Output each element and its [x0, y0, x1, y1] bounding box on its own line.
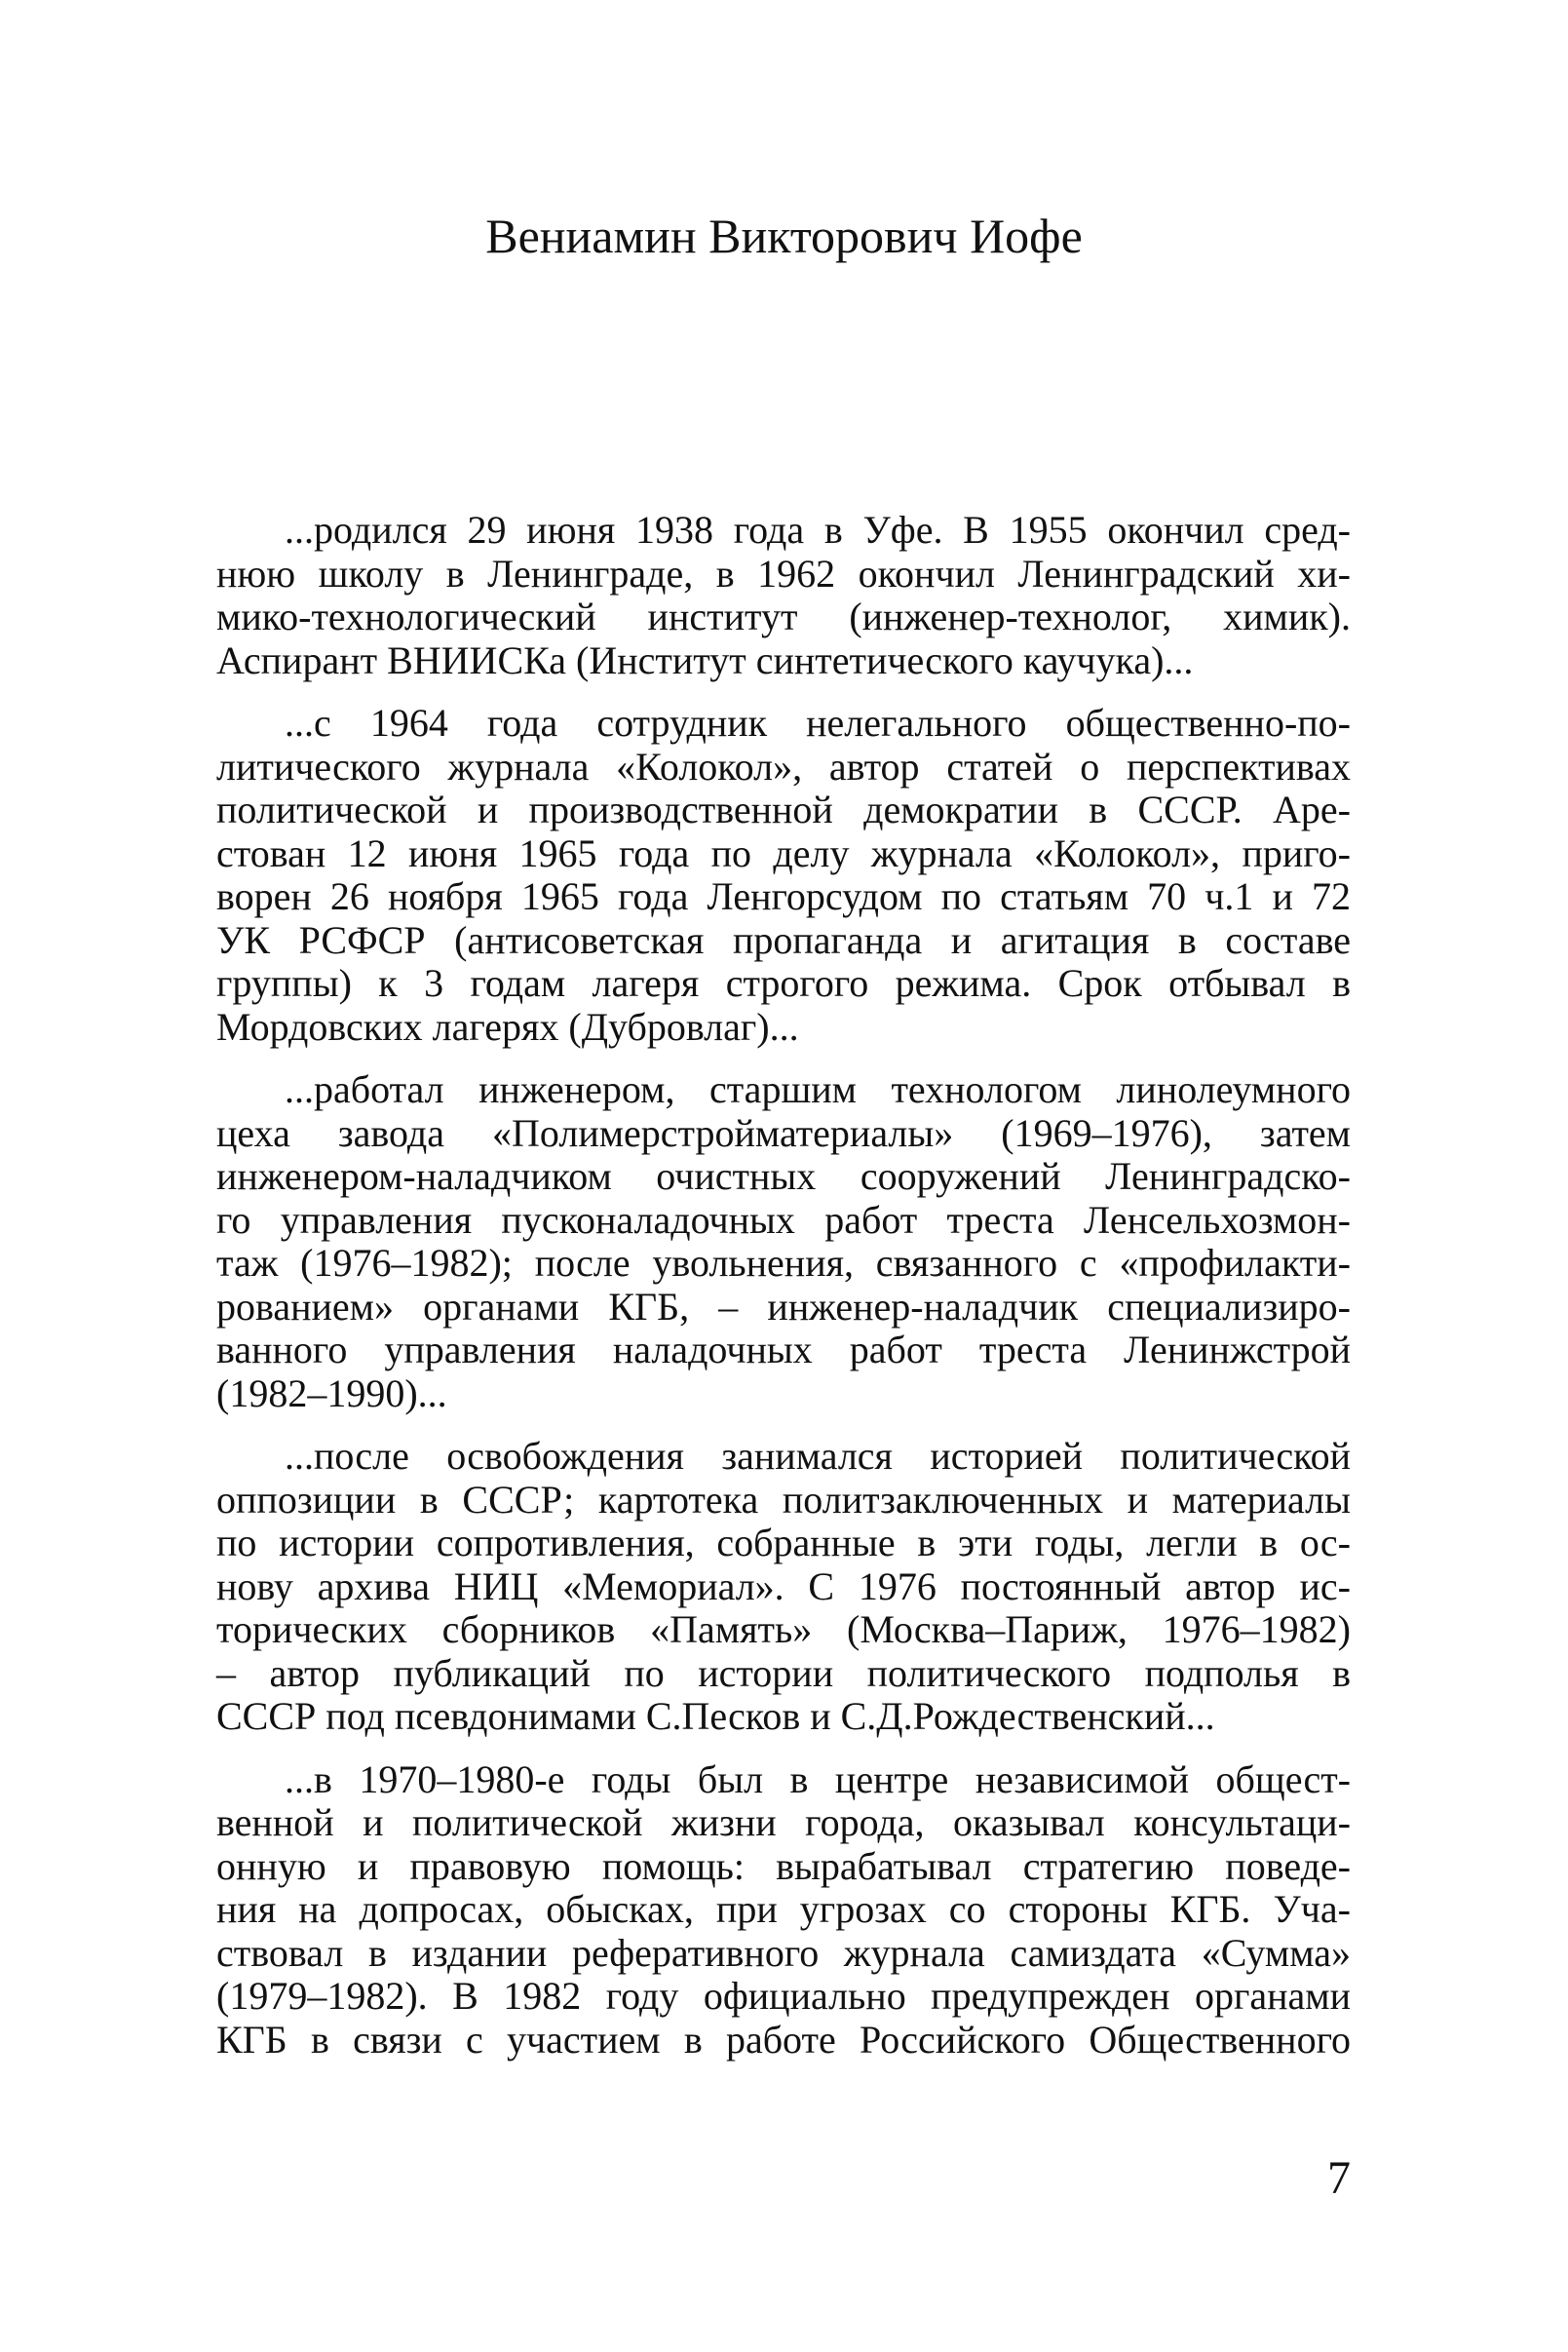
text-line: СССР под псевдонимами С.Песков и С.Д.Рождественский... [216, 1694, 1215, 1738]
text-line: ...после освобождения занимался историей политической [285, 1434, 1351, 1478]
text-line: рованием» органами КГБ, – инженер-наладчик специализиро- [216, 1284, 1351, 1329]
paragraph-kolokol-arrest [216, 702, 1351, 1049]
text-line: ...родился 29 июня 1938 года в Уфе. В 1955 окончил сред- [285, 508, 1351, 552]
text-line: (1982–1990)... [216, 1370, 447, 1415]
paragraph-birth-education [216, 509, 1351, 682]
text-line: УК РСФСР (антисоветская пропаганда и агитация в составе [216, 917, 1351, 962]
text-line: (1979–1982). В 1982 году официально предупрежден органами [216, 1974, 1351, 2018]
text-line: ворен 26 ноября 1965 года Ленгорсудом по статьям 70 ч.1 и 72 [216, 874, 1351, 918]
text-line: цеха завода «Полимерстройматериалы» (1969–1976), затем [216, 1110, 1351, 1155]
text-line: венной и политической жизни города, оказывал консультаци- [216, 1800, 1351, 1844]
text-line: по истории сопротивления, собранные в эти годы, легли в ос- [216, 1521, 1351, 1564]
text-line: онную и правовую помощь: вырабатывал стратегию поведе- [216, 1843, 1351, 1888]
text-line: литического журнала «Колокол», автор статей о перспективах [216, 744, 1351, 789]
text-line: оппозиции в СССР; картотека политзаключенных и материалы [216, 1477, 1351, 1522]
text-line: ванного управления наладочных работ треста Ленинжстрой [216, 1328, 1351, 1371]
text-line: политической и производственной демократии в СССР. Аре- [216, 788, 1351, 831]
text-line: – автор публикаций по истории политического подполья в [216, 1650, 1351, 1695]
text-line: нюю школу в Ленинграде, в 1962 окончил Ленинградский хи- [216, 551, 1351, 596]
text-line: го управления пусконаладочных работ треста Ленсельхозмон- [216, 1197, 1351, 1242]
biography-text [216, 509, 1351, 2081]
page-title: Вениамин Викторович Иофе [485, 209, 1083, 263]
paragraph-public-life [216, 1758, 1351, 2063]
text-line: торических сборников «Память» (Москва–Париж, 1976–1982) [216, 1607, 1351, 1651]
text-line: КГБ в связи с участием в работе Российского Общественного [216, 2017, 1351, 2062]
text-line: Мордовских лагерях (Дубровлаг)... [216, 1004, 799, 1049]
text-line: мико-технологический институт (инженер-технолог, химик). [216, 595, 1351, 638]
text-line: Аспирант ВНИИСКа (Институт синтетического каучука)... [216, 637, 1194, 682]
text-line: ствовал в издании реферативного журнала самиздата «Сумма» [216, 1930, 1351, 1975]
text-line: стован 12 июня 1965 года по делу журнала «Колокол», приго- [216, 830, 1351, 875]
paragraph-history-research [216, 1435, 1351, 1739]
text-line: группы) к 3 годам лагеря строгого режима. Срок отбывал в [216, 961, 1351, 1005]
text-line: инженером-наладчиком очистных сооружений Ленинградско- [216, 1154, 1351, 1198]
text-line: ния на допросах, обысках, при угрозах со стороны КГБ. Уча- [216, 1887, 1351, 1931]
text-line: ...в 1970–1980-е годы был в центре независимой общест- [285, 1756, 1351, 1801]
paragraph-work [216, 1068, 1351, 1415]
text-line: таж (1976–1982); после увольнения, связанного с «профилакти- [216, 1241, 1351, 1285]
page-number: 7 [1327, 2152, 1351, 2204]
text-line: ...с 1964 года сотрудник нелегального общественно-по- [285, 701, 1351, 745]
text-line: нову архива НИЦ «Мемориал». С 1976 постоянный автор ис- [216, 1563, 1351, 1608]
text-line: ...работал инженером, старшим технологом линолеумного [285, 1067, 1351, 1111]
